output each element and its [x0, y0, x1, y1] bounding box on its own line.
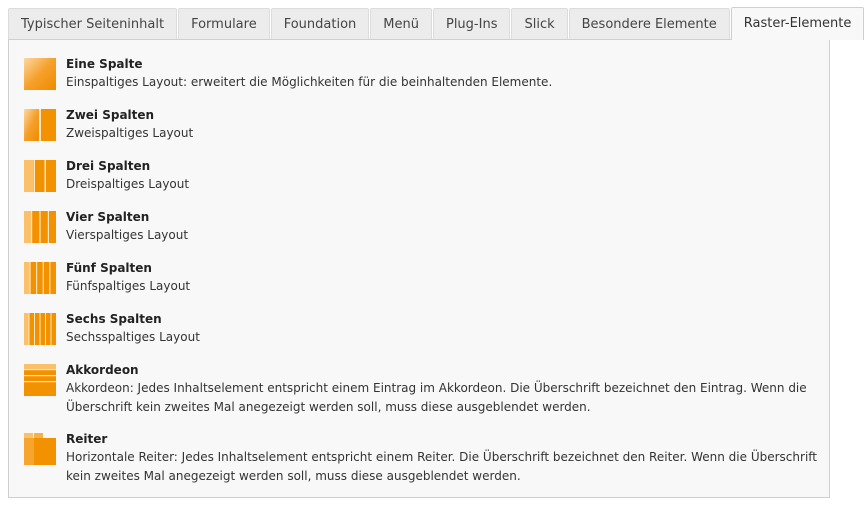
tab-formulare[interactable]: Formulare	[178, 8, 270, 40]
tab-bar	[8, 7, 852, 40]
six-columns-icon	[24, 313, 56, 345]
item-description: Zweispaltiges Layout	[66, 126, 194, 140]
item-description: Sechsspaltiges Layout	[66, 330, 200, 344]
one-column-icon	[24, 58, 56, 90]
item-title: Fünf Spalten	[66, 261, 152, 275]
item-description: Fünfspaltiges Layout	[66, 279, 191, 293]
tab-plug-ins[interactable]: Plug-Ins	[433, 8, 510, 40]
tab-menu[interactable]: Menü	[370, 8, 432, 40]
item-title: Drei Spalten	[66, 159, 151, 173]
accordion-icon	[24, 364, 56, 396]
item-title: Reiter	[66, 432, 108, 446]
tab-foundation[interactable]: Foundation	[271, 8, 370, 40]
item-description: Einspaltiges Layout: erweitert die Möglichkeiten für die beinhaltenden Elemente.	[66, 75, 553, 89]
three-columns-icon	[24, 160, 56, 192]
item-description: Akkordeon: Jedes Inhaltselement entspricht einem Eintrag im Akkordeon. Die Überschrift bezeichnet den Eintrag. Wenn die Überschrift kein zweites Mal anegezeigt werden soll, muss diese ausgeblendet werden.	[66, 381, 807, 414]
item-title: Vier Spalten	[66, 210, 150, 224]
tab-besondere-elemente[interactable]: Besondere Elemente	[569, 8, 730, 40]
item-title: Akkordeon	[66, 363, 139, 377]
tabs-icon	[24, 433, 56, 465]
item-title: Sechs Spalten	[66, 312, 162, 326]
five-columns-icon	[24, 262, 56, 294]
item-title: Eine Spalte	[66, 57, 143, 71]
item-title: Zwei Spalten	[66, 108, 155, 122]
item-description: Dreispaltiges Layout	[66, 177, 190, 191]
tab-slick[interactable]: Slick	[511, 8, 567, 40]
content-panel	[8, 39, 830, 498]
tab-raster-elemente[interactable]: Raster-Elemente	[731, 7, 864, 40]
tab-typischer-seiteninhalt[interactable]: Typischer Seiteninhalt	[8, 8, 177, 40]
item-description: Vierspaltiges Layout	[66, 228, 189, 242]
item-description: Horizontale Reiter: Jedes Inhaltselement entspricht einem Reiter. Die Überschrift bezeichnet den Reiter. Wenn die Überschrift kein zweites Mal anegezeigt werden soll, muss diese ausgeblendet werden.	[66, 450, 817, 483]
four-columns-icon	[24, 211, 56, 243]
two-columns-icon	[24, 109, 56, 141]
